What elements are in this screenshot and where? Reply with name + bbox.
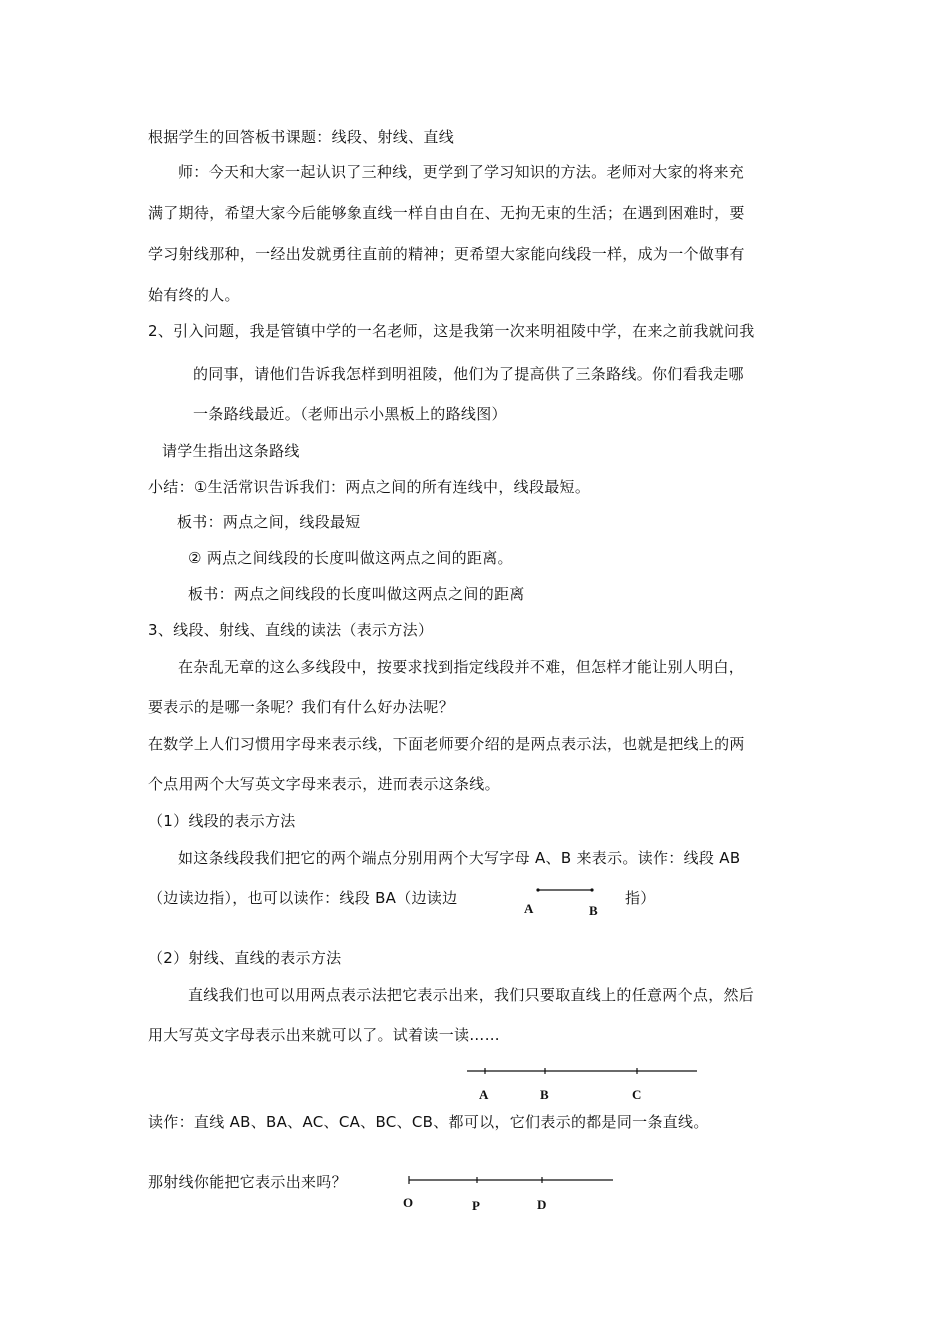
board-note: 板书：两点之间，线段最短 [177, 513, 361, 531]
text-line: 在数学上人们习惯用字母来表示线，下面老师要介绍的是两点表示法，也就是把线上的两 [148, 735, 745, 753]
point-label-a: A [524, 901, 534, 916]
text-line: 请学生指出这条路线 [162, 442, 300, 460]
section-heading: 3、线段、射线、直线的读法（表示方法） [148, 621, 434, 639]
text-line: 小结：①生活常识告诉我们：两点之间的所有连线中，线段最短。 [148, 478, 591, 496]
point-label-p: P [472, 1198, 480, 1213]
text-line: 直线我们也可以用两点表示法把它表示出来，我们只要取直线上的任意两个点，然后 [188, 986, 755, 1004]
point-label-d: D [537, 1197, 547, 1212]
text-line: 在杂乱无章的这么多线段中，按要求找到指定线段并不难，但怎样才能让别人明白， [178, 658, 745, 676]
text-line: 根据学生的回答板书课题：线段、射线、直线 [148, 128, 455, 146]
point-marker [536, 888, 539, 891]
text-line: 个点用两个大写英文字母来表示，进而表示这条线。 [148, 775, 500, 793]
text-line: （边读边指），也可以读作：线段 BA（边读边 [148, 889, 458, 907]
text-line: 读作：直线 AB、BA、AC、CA、BC、CB、都可以，它们表示的都是同一条直线。 [148, 1113, 709, 1131]
text-line: 师：今天和大家一起认识了三种线，更学到了学习知识的方法。老师对大家的将来充 [178, 163, 745, 181]
segment-ab-figure [530, 885, 600, 895]
text-line: 要表示的是哪一条呢？我们有什么好办法呢？ [148, 698, 455, 716]
text-line: 的同事，请他们告诉我怎样到明祖陵，他们为了提高供了三条路线。你们看我走哪 [193, 365, 744, 383]
point-label-c: C [632, 1087, 642, 1102]
text-line: 如这条线段我们把它的两个端点分别用两个大写字母 A、B 来表示。读作：线段 AB [178, 849, 741, 867]
point-label-b: B [540, 1087, 549, 1102]
point-marker [590, 888, 593, 891]
text-line: 满了期待，希望大家今后能够象直线一样自由自在、无拘无束的生活；在遇到困难时，要 [148, 204, 745, 222]
point-label-a: A [479, 1087, 489, 1102]
board-note: 板书：两点之间线段的长度叫做这两点之间的距离 [188, 585, 525, 603]
point-label-o: O [403, 1195, 414, 1210]
text-line: 一条路线最近。（老师出示小黑板上的路线图） [193, 405, 507, 423]
sub-heading: （1）线段的表示方法 [148, 812, 296, 830]
text-line: 那射线你能把它表示出来吗？ [148, 1173, 347, 1191]
text-line: 指） [625, 889, 656, 907]
text-line: 2、引入问题，我是管镇中学的一名老师，这是我第一次来明祖陵中学，在来之前我就问我 [148, 322, 755, 340]
point-label-b: B [589, 903, 598, 918]
sub-heading: （2）射线、直线的表示方法 [148, 949, 342, 967]
ray-opd-figure [405, 1174, 617, 1186]
text-line: ② 两点之间线段的长度叫做这两点之间的距离。 [188, 549, 513, 567]
line-abc-figure [465, 1065, 700, 1077]
text-line: 用大写英文字母表示出来就可以了。试着读一读…… [148, 1026, 500, 1044]
text-line: 始有终的人。 [148, 286, 240, 304]
text-line: 学习射线那种，一经出发就勇往直前的精神；更希望大家能向线段一样，成为一个做事有 [148, 245, 745, 263]
